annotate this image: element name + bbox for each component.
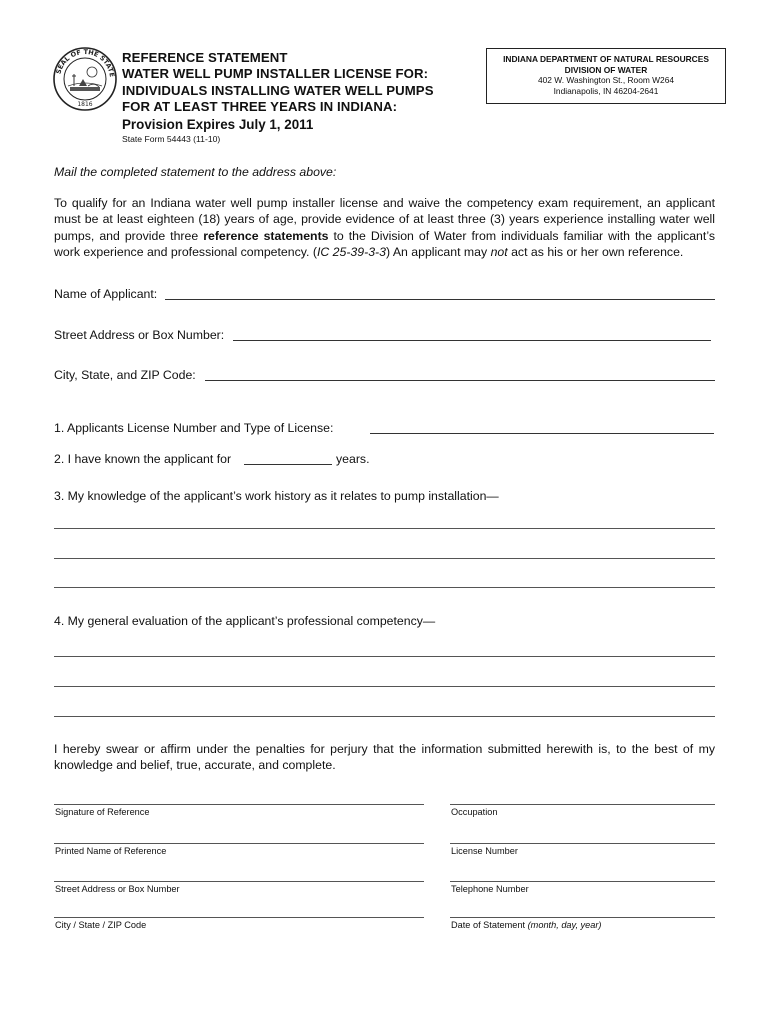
form-title	[122, 50, 482, 145]
title-line-4: FOR AT LEAST THREE YEARS IN INDIANA:	[122, 99, 398, 115]
date-of-statement-label	[451, 920, 602, 930]
title-line-1: REFERENCE STATEMENT	[122, 50, 288, 65]
intro-bold: reference statements	[203, 228, 329, 243]
reference-city-label: City / State / ZIP Code	[55, 920, 147, 930]
competency-line-1[interactable]	[54, 656, 715, 657]
affirmation-text: I hereby swear or affirm under the penalties for perjury that the information submitted herewith is, to the best of my knowledge and belief, true, accurate, and complete.	[54, 742, 715, 773]
name-of-applicant-field[interactable]	[165, 299, 715, 300]
reference-street-line[interactable]	[54, 881, 424, 882]
question-1-label: 1. Applicants License Number and Type of License:	[54, 421, 334, 435]
reference-city-line[interactable]	[54, 917, 424, 918]
license-number-type-field[interactable]	[370, 433, 714, 434]
question-4-label: 4. My general evaluation of the applicant’s professional competency—	[54, 614, 436, 628]
signature-line[interactable]	[54, 804, 424, 805]
competency-line-3[interactable]	[54, 716, 715, 717]
date-label: Date of Statement	[451, 920, 526, 930]
state-form-number: State Form 54443 (11-10)	[122, 133, 221, 144]
work-history-line-2[interactable]	[54, 558, 715, 559]
date-hint: (month, day, year)	[527, 920, 602, 930]
date-of-statement-line[interactable]	[450, 917, 715, 918]
intro-citation: IC 25-39-3-3	[316, 245, 386, 260]
question-3-label: 3. My knowledge of the applicant’s work history as it relates to pump installation—	[54, 489, 499, 503]
svg-text:SEAL OF THE STATE OF INDIANA: SEAL OF THE STATE	[54, 47, 116, 78]
telephone-label: Telephone Number	[451, 884, 529, 894]
question-2-label: 2. I have known the applicant for	[54, 452, 232, 466]
printed-name-line[interactable]	[54, 843, 424, 844]
occupation-label: Occupation	[451, 807, 498, 817]
intro-part-4: act as his or her own reference.	[507, 245, 684, 260]
competency-line-2[interactable]	[54, 686, 715, 687]
agency-street: 402 W. Washington St., Room W264	[537, 75, 675, 85]
question-2-years: years.	[336, 452, 370, 466]
indiana-state-seal-icon	[52, 46, 118, 112]
city-state-zip-label: City, State, and ZIP Code:	[54, 368, 196, 382]
intro-paragraph	[54, 195, 715, 261]
reference-street-label: Street Address or Box Number	[55, 884, 180, 894]
agency-city: Indianapolis, IN 46204-2641	[553, 85, 659, 96]
svg-text:1816: 1816	[77, 101, 93, 108]
occupation-line[interactable]	[450, 804, 715, 805]
mail-instruction: Mail the completed statement to the address above:	[54, 165, 337, 179]
signature-label: Signature of Reference	[55, 807, 150, 817]
title-line-3: INDIVIDUALS INSTALLING WATER WELL PUMPS	[122, 82, 434, 98]
agency-address-box	[486, 48, 726, 104]
provision-expires: Provision Expires July 1, 2011	[122, 116, 314, 132]
intro-part-1: To qualify for an Indiana water well pump installer license and waive the competency exam requirement, an applicant must be at least eighteen (18) years of age, provide evidence of at least three (3) years experience installing water well pumps, and provide three	[54, 196, 715, 243]
work-history-line-1[interactable]	[54, 528, 715, 529]
work-history-line-3[interactable]	[54, 587, 715, 588]
city-state-zip-field[interactable]	[205, 380, 715, 381]
street-address-field[interactable]	[233, 340, 711, 341]
street-address-label: Street Address or Box Number:	[54, 328, 225, 342]
agency-division: DIVISION OF WATER	[564, 64, 648, 75]
intro-part-3: ) An applicant may	[385, 245, 491, 260]
agency-department: INDIANA DEPARTMENT OF NATURAL RESOURCES	[503, 54, 709, 64]
license-number-line[interactable]	[450, 843, 715, 844]
intro-not: not	[490, 245, 508, 260]
intro-part-2: to the Division of Water from individuals familiar with the applicant’s work experience and professional competency. (	[54, 228, 715, 260]
license-number-label: License Number	[451, 846, 518, 856]
years-known-field[interactable]	[244, 464, 332, 465]
name-of-applicant-label: Name of Applicant:	[54, 287, 158, 301]
title-line-2: WATER WELL PUMP INSTALLER LICENSE FOR:	[122, 66, 429, 82]
telephone-line[interactable]	[450, 881, 715, 882]
printed-name-label: Printed Name of Reference	[55, 846, 167, 856]
